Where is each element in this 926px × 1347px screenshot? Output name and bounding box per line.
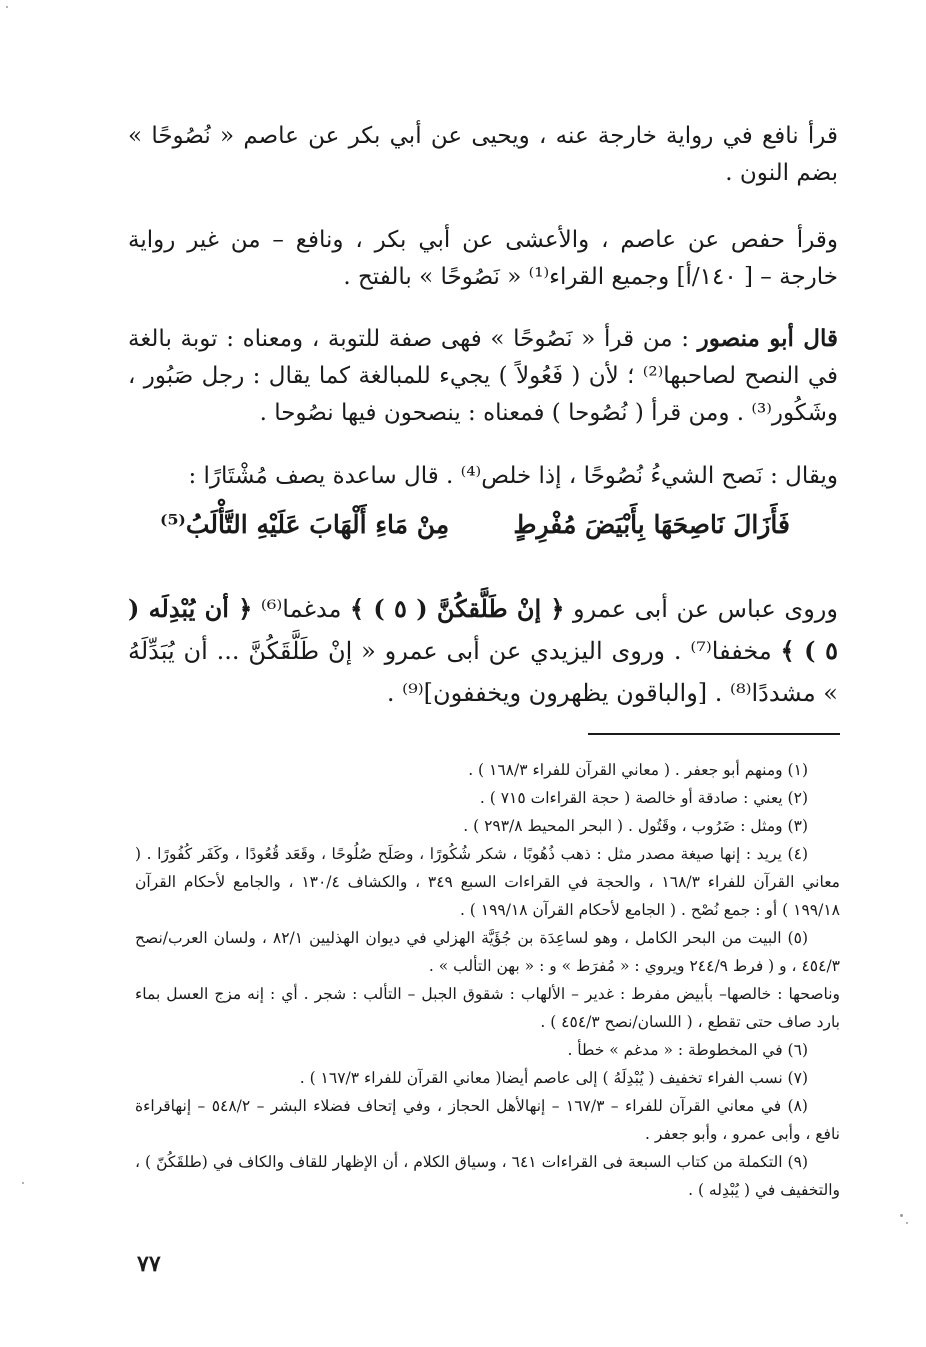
- footnote-4: (٤) يريد : إنها صيغة مصدر مثل : ذهب ذُهُوبًا ، شكر شُكُورًا ، وصَلَح صُلُوحًا ، وقَعَد قُعُودًا ، وكَفَر كُفُورًا . ( معاني القرآن للفراء ١٦٨/٣ ، والحجة في القراءات السبع ٣٤٩ ، والكشاف ١٣٠/٤ ، والجامع لأحكام القرآن ١٩٩/١٨ ) أو : جمع نُصْح . ( الجامع لأحكام القرآن ١٩٩/١٨ ) .: [135, 845, 840, 919]
- scan-speck: [900, 1214, 903, 1217]
- paragraph-5-text-c: مخففا⁽⁷⁾ . وروى اليزيدي عن أبى عمرو « إنْ طَلَّقَكُنَّ ... أن يُبَدِّلَهُ » مشددًا⁽⁸⁾ . [والباقون يظهرون ويخففون]⁽⁹⁾ .: [128, 637, 838, 707]
- verse-first-hemistich: فَأَزَالَ نَاصِحَهَا بِأَبْيَضَ مُفْرِطٍ: [513, 510, 790, 539]
- footnote-5: (٥) البيت من البحر الكامل ، وهو لساعِدَة بن جُؤَيَّة الهزلي في ديوان الهذليين ٨٢/١ ، ولسان العرب/نصح ٤٥٤/٣ ، و ( فرط ٢٤٤/٩ ويروي : « مُفرَط » و : « بهن التألب » .: [135, 929, 840, 975]
- footnote-7: (٧) نسب الفراء تخفيف ( يُبْدِلَهُ ) إلى عاصم أيضا( معاني القرآن للفراء ١٦٧/٣ ) .: [299, 1069, 808, 1087]
- footnote-divider: [588, 733, 840, 735]
- footnote-6: (٦) في المخطوطة : « مدغم » خطأ .: [567, 1041, 808, 1059]
- scan-speck: [22, 1182, 24, 1184]
- paragraph-3: [128, 320, 838, 432]
- page-number: ٧٧: [137, 1251, 161, 1277]
- paragraph-5-text-a: وروى عباس عن أبى عمرو: [573, 595, 838, 623]
- footnote-3: (٣) ومثل : ضَرُوب ، وقَتُول . ( البحر المحيط ٢٩٣/٨ ) .: [463, 817, 808, 835]
- paragraph-4: ويقال : نَصح الشيءُ نُصُوحًا ، إذا خلص⁽⁴⁾ . قال ساعدة يصف مُشْتَارًا :: [188, 463, 838, 489]
- paragraph-2: وقرأ حفص عن عاصم ، والأعشى عن أبي بكر ، ونافع – من غير رواية خارجة – [ ١٤٠/أ] وجميع القراء⁽¹⁾ « نَصُوحًا » بالفتح .: [128, 227, 838, 290]
- footnote-5-continued: وناصحها : خالصها– بأبيض مفرط : غدير – الألهاب : شقوق الجبل – التألب : شجر . أي : إنه مزج العسل بماء بارد صاف حتى تقطع ، ( اللسان/نصح ٤٥٤/٣ ) .: [135, 985, 840, 1031]
- paragraph-1: قرأ نافع في رواية خارجة عنه ، ويحيى عن أبي بكر عن عاصم « نُصُوحًا » بضم النون .: [128, 123, 838, 186]
- quran-quote-2: ﴿ أن يُبْدِلَه ( ٥ ) ﴾: [128, 594, 838, 665]
- paragraph-5: [128, 588, 838, 714]
- verse-second-hemistich: مِنْ مَاءِ أَلْهَابَ عَلَيْهِ التَّأْلَبُ⁽⁵⁾: [160, 510, 450, 539]
- author-name: قال أبو منصور: [697, 325, 838, 352]
- paragraph-5-text-b: مدغما⁽⁶⁾: [260, 595, 342, 623]
- paragraph-3-text: : من قرأ « نَصُوحًا » فهى صفة للتوبة ، ومعناه : توبة بالغة في النصح لصاحبها⁽²⁾ ؛ لأن ( فَعُولاً ) يجيء للمبالغة كما يقال : رجل صَبُور ، وشَكُور⁽³⁾ . ومن قرأ ( نُصُوحا ) فمعناه : ينصحون فيها نصُوحا .: [128, 326, 839, 426]
- footnote-2: (٢) يعني : صادقة أو خالصة ( حجة القراءات ٧١٥ ) .: [479, 789, 808, 807]
- footnotes: [135, 756, 840, 1204]
- scan-speck: [6, 6, 8, 8]
- scan-speck: [906, 1222, 908, 1224]
- footnote-8: (٨) في معاني القرآن للفراء – ١٦٧/٣ – إنهالأهل الحجاز ، وفي إتحاف فضلاء البشر – ٥٤٨/٢ – إنهاقراءة نافع ، وأبى عمرو ، وأبو جعفر .: [135, 1097, 840, 1143]
- poetry-verse: [130, 510, 830, 554]
- quran-quote-1: ﴿ إنْ طَلَّقكُنَّ ( ٥ ) ﴾: [350, 594, 565, 623]
- footnote-9: (٩) التكملة من كتاب السبعة فى القراءات ٦٤١ ، وسياق الكلام ، أن الإظهار للقاف والكاف في (طلقَكُنّ ) ، والتخفيف في ( يُبْدِله ) .: [135, 1153, 840, 1199]
- footnote-1: (١) ومنهم أبو جعفر . ( معاني القرآن للفراء ١٦٨/٣ ) .: [468, 761, 808, 779]
